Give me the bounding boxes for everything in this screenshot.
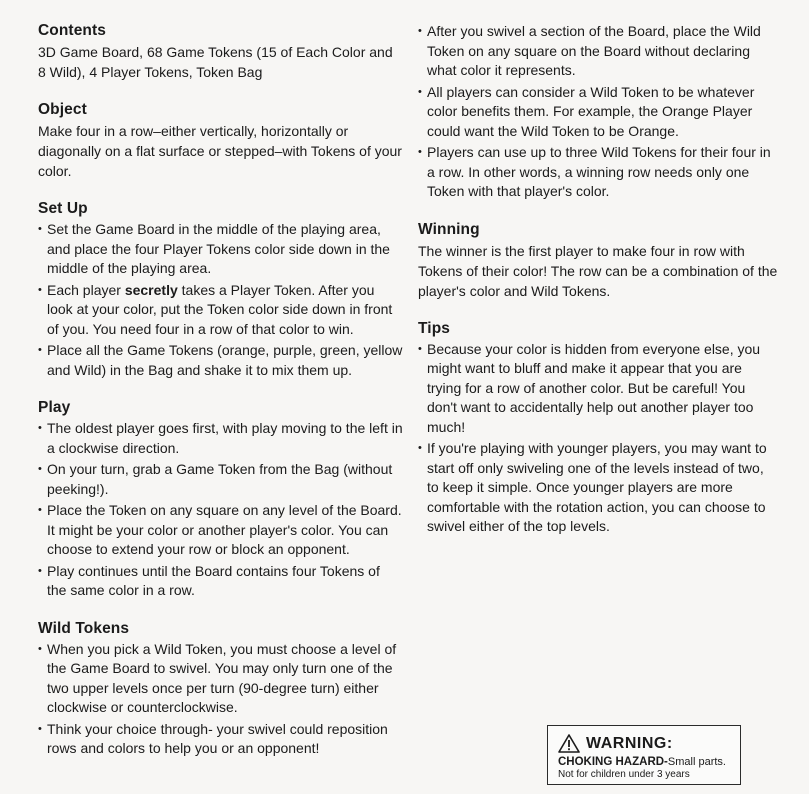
secret-after: takes a Player Token. After you look at your color, put the Token color side down in front of you. You need four in a row of that color to win.	[47, 281, 393, 337]
hazard-line	[558, 756, 732, 768]
list-item: • The oldest player goes first, with play moving to the left in a clockwise direction.	[38, 419, 403, 458]
left-column	[38, 22, 403, 778]
list-item: • Set the Game Board in the middle of the playing area, and place the four Player Tokens color side down in the middle of the playing area.	[38, 220, 403, 279]
choking-hazard-warning	[547, 725, 741, 785]
tips-list	[418, 340, 778, 537]
play-heading: Play	[38, 399, 71, 416]
tips-section	[418, 320, 778, 537]
wild-tokens-continued	[418, 22, 778, 202]
object-section	[38, 101, 403, 181]
object-text: Make four in a row–either vertically, horizontally or diagonally on a flat surface or stepped–with Tokens of your color.	[38, 123, 402, 179]
setup-section	[38, 200, 403, 380]
play-section	[38, 399, 403, 601]
tips-heading: Tips	[418, 319, 450, 337]
setup-heading: Set Up	[38, 200, 88, 217]
list-item: • Players can use up to three Wild Tokens for their four in a row. In other words, a winning row needs only one Token with that player's color.	[418, 143, 778, 202]
list-item: • All players can consider a Wild Token to be whatever color benefits them. For example, the Orange Player could want the Wild Token to be Orange.	[418, 83, 778, 142]
wild-tokens-list	[38, 640, 403, 759]
contents-heading: Contents	[38, 22, 106, 39]
list-item: • Because your color is hidden from everyone else, you might want to bluff and make it appear that you are trying for a row of another color. But be careful! You don't want to accidentally help out another player too much!	[418, 340, 778, 438]
play-list	[38, 419, 403, 601]
list-item: • Play continues until the Board contains four Tokens of the same color in a row.	[38, 562, 403, 601]
contents-section	[38, 22, 403, 82]
warning-header	[558, 734, 732, 753]
list-item: • When you pick a Wild Token, you must choose a level of the Game Board to swivel. You may only turn one of the two upper levels once per turn (90-degree turn) either clockwise or counterclockwise.	[38, 640, 403, 718]
winning-section	[418, 221, 778, 301]
contents-text: 3D Game Board, 68 Game Tokens (15 of Each Color and 8 Wild), 4 Player Tokens, Token Bag	[38, 44, 393, 80]
wild-tokens-heading: Wild Tokens	[38, 619, 130, 637]
list-item: • Place all the Game Tokens (orange, purple, green, yellow and Wild) in the Bag and shake it to mix them up.	[38, 341, 403, 380]
list-item: • Think your choice through- your swivel could reposition rows and colors to help you or an opponent!	[38, 720, 403, 759]
wild-tokens-continued-list	[418, 22, 778, 202]
right-column	[418, 22, 778, 556]
setup-list	[38, 220, 403, 380]
winning-heading: Winning	[418, 220, 480, 238]
list-item: • On your turn, grab a Game Token from the Bag (without peeking!).	[38, 460, 403, 499]
hazard-label: CHOKING HAZARD-	[558, 756, 668, 768]
object-heading: Object	[38, 101, 87, 118]
hazard-detail: Small parts.	[667, 756, 726, 768]
age-line: Not for children under 3 years	[558, 769, 690, 780]
wild-tokens-section	[38, 620, 403, 759]
list-item: • After you swivel a section of the Board, place the Wild Token on any square on the Board without declaring what color it represents.	[418, 22, 778, 81]
secret-bold: secretly	[124, 281, 178, 298]
warning-triangle-icon	[558, 734, 580, 753]
list-item	[38, 281, 403, 340]
secret-before: Each player	[47, 281, 125, 298]
warning-title: WARNING:	[586, 734, 673, 752]
winning-text: The winner is the first player to make four in row with Tokens of their color! The row can be a combination of the player's color and Wild Tokens.	[418, 242, 778, 299]
list-item: • If you're playing with younger players, you may want to start off only swiveling one of the levels instead of two, to keep it simple. Once younger players are more comfortable with the rotation action, you can choose to swivel either of the top levels.	[418, 439, 778, 537]
list-item: • Place the Token on any square on any level of the Board. It might be your color or another player's color. You can choose to extend your row or block an opponent.	[38, 501, 403, 560]
